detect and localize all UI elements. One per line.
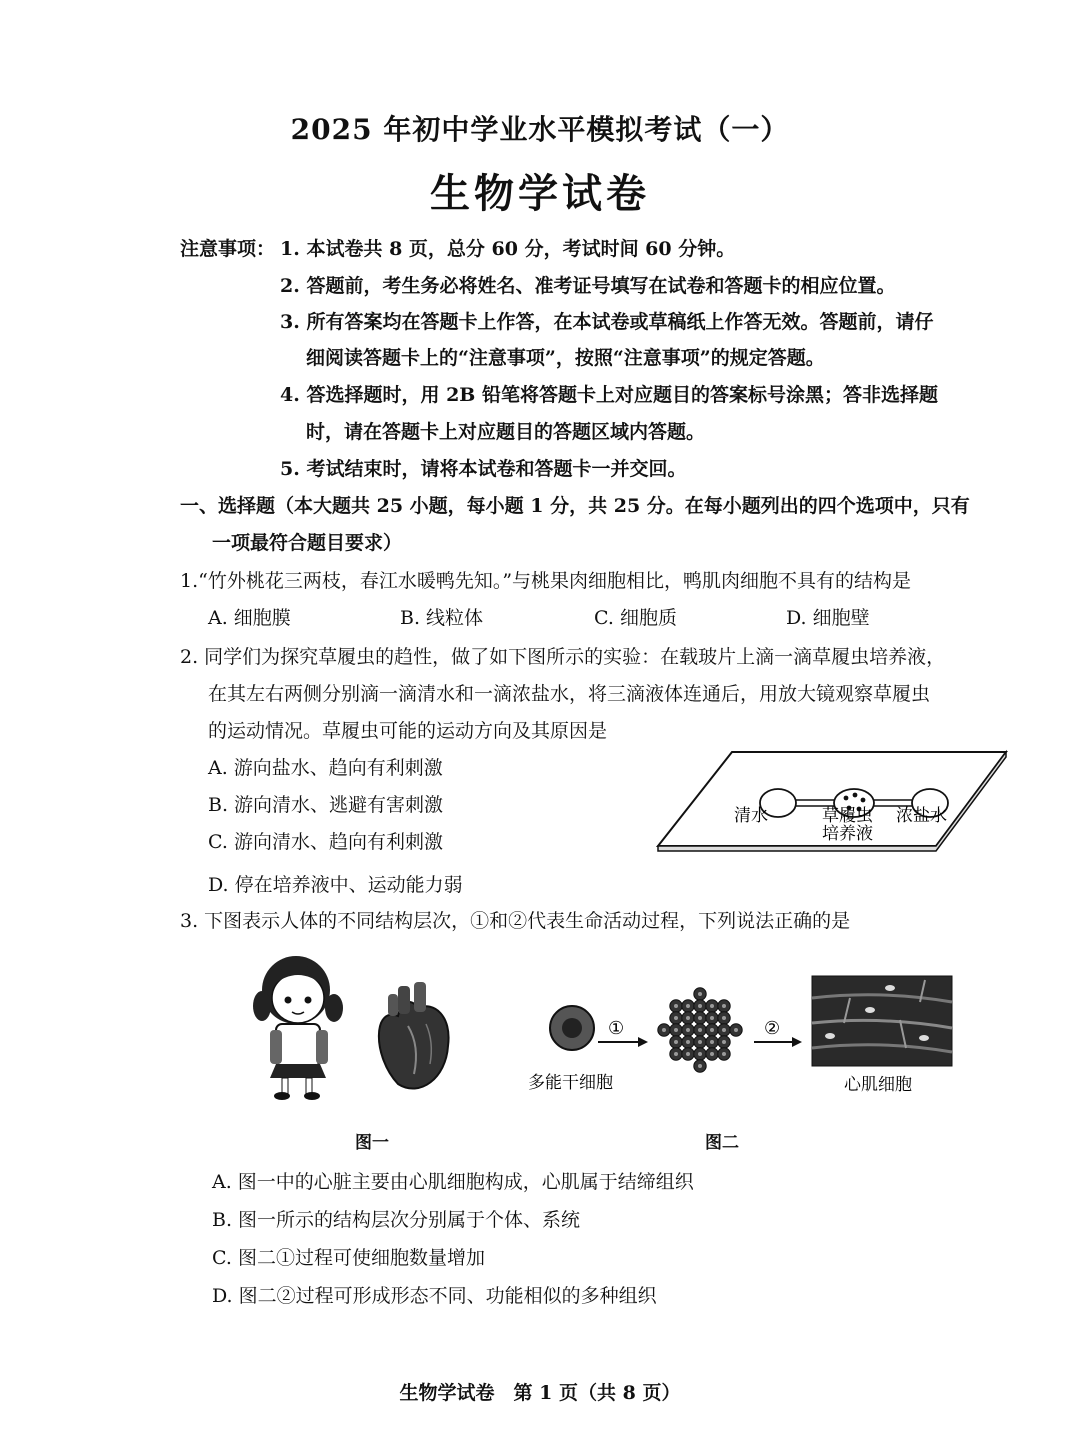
- cell-nucleus: [698, 1004, 702, 1008]
- stem-cell-illustration: [550, 1006, 594, 1050]
- stem-cell-label: 多能干细胞: [528, 1073, 613, 1093]
- cell-nucleus: [710, 1040, 714, 1044]
- option: A. 细胞膜: [208, 607, 291, 629]
- cell-nucleus: [686, 1052, 690, 1056]
- notice-item: 时，请在答题卡上对应题目的答题区域内答题。: [306, 421, 706, 443]
- option: C. 游向清水、趋向有利刺激: [208, 831, 443, 853]
- notice-item: 2. 答题前，考生务必将姓名、准考证号填写在试卷和答题卡的相应位置。: [280, 275, 896, 297]
- cell-nucleus: [698, 1016, 702, 1020]
- cell-nucleus: [722, 1004, 726, 1008]
- notice-item: 3. 所有答案均在答题卡上作答，在本试卷或草稿纸上作答无效。答题前，请仔: [280, 311, 934, 333]
- process-2-label: ②: [764, 1018, 781, 1039]
- cardiac-muscle-illustration: [812, 976, 952, 1066]
- notice-item: 1. 本试卷共 8 页，总分 60 分，考试时间 60 分钟。: [280, 238, 736, 260]
- option: D. 停在培养液中、运动能力弱: [208, 874, 463, 896]
- cell-nucleus: [674, 1052, 678, 1056]
- notice-item: 5. 考试结束时，请将本试卷和答题卡一并交回。: [280, 458, 687, 480]
- girl-illustration: [253, 956, 343, 1100]
- question-stem: 3. 下图表示人体的不同结构层次，①和②代表生命活动过程，下列说法正确的是: [180, 910, 851, 932]
- cell-nucleus: [734, 1028, 738, 1032]
- label-paramecium: 草履虫: [822, 806, 873, 826]
- cell-nucleus: [686, 1004, 690, 1008]
- cell-nucleus: [674, 1004, 678, 1008]
- cell-nucleus: [686, 1040, 690, 1044]
- cell-nucleus: [710, 1052, 714, 1056]
- cell-nucleus: [662, 1028, 666, 1032]
- exam-title: 2025 年初中学业水平模拟考试（一）: [290, 113, 790, 146]
- heart-illustration: [379, 982, 449, 1089]
- cell-nucleus: [674, 1028, 678, 1032]
- label-salt-water: 浓盐水: [896, 806, 947, 826]
- cell-nucleus: [722, 1016, 726, 1020]
- cell-nucleus: [698, 1028, 702, 1032]
- section-heading: 一、选择题（本大题共 25 小题，每小题 1 分，共 25 分。在每小题列出的四个选项中，只有: [180, 495, 970, 517]
- cell-nucleus: [698, 992, 702, 996]
- subject-title: 生物学试卷: [430, 170, 650, 217]
- figure-two: [520, 968, 960, 1098]
- cell-nucleus: [686, 1028, 690, 1032]
- figure-two-caption: 图二: [705, 1133, 739, 1153]
- cell-nucleus: [710, 1004, 714, 1008]
- option: B. 线粒体: [400, 607, 484, 629]
- cell-cluster-illustration: [658, 988, 742, 1072]
- process-1-label: ①: [608, 1018, 625, 1039]
- question-stem: 在其左右两侧分别滴一滴清水和一滴浓盐水，将三滴液体连通后，用放大镜观察草履虫: [208, 683, 931, 705]
- section-heading: 一项最符合题目要求）: [212, 532, 403, 554]
- figure-one-caption: 图一: [355, 1133, 389, 1153]
- option: D. 图二②过程可形成形态不同、功能相似的多种组织: [212, 1285, 657, 1307]
- question-stem: 2. 同学们为探究草履虫的趋性，做了如下图所示的实验：在载玻片上滴一滴草履虫培养液，: [180, 646, 946, 668]
- option: A. 游向盐水、趋向有利刺激: [208, 757, 443, 779]
- cell-nucleus: [710, 1016, 714, 1020]
- label-water: 清水: [734, 806, 768, 826]
- page-footer: 生物学试卷 第 1 页（共 8 页）: [399, 1382, 681, 1404]
- cell-nucleus: [722, 1052, 726, 1056]
- option: C. 图二①过程可使细胞数量增加: [212, 1247, 485, 1269]
- arrow-1: [638, 1037, 648, 1047]
- option: B. 游向清水、逃避有害刺激: [208, 794, 444, 816]
- cell-nucleus: [710, 1028, 714, 1032]
- slide-figure: [650, 748, 1010, 856]
- figure-one: [248, 946, 468, 1106]
- option: A. 图一中的心脏主要由心肌细胞构成，心肌属于结缔组织: [212, 1171, 694, 1193]
- option: C. 细胞质: [594, 607, 677, 629]
- notice-label: 注意事项：: [180, 238, 276, 260]
- cell-nucleus: [698, 1052, 702, 1056]
- label-culture: 培养液: [822, 824, 873, 844]
- notice-item: 细阅读答题卡上的“注意事项”，按照“注意事项”的规定答题。: [306, 347, 825, 369]
- question-stem: 的运动情况。草履虫可能的运动方向及其原因是: [208, 720, 608, 742]
- cell-nucleus: [674, 1016, 678, 1020]
- arrow-2: [792, 1037, 802, 1047]
- cell-nucleus: [686, 1016, 690, 1020]
- cell-nucleus: [674, 1040, 678, 1044]
- cell-nucleus: [722, 1040, 726, 1044]
- notice-item: 4. 答选择题时，用 2B 铅笔将答题卡上对应题目的答案标号涂黑；答非选择题: [280, 384, 938, 406]
- cell-nucleus: [698, 1064, 702, 1068]
- option: B. 图一所示的结构层次分别属于个体、系统: [212, 1209, 581, 1231]
- cardiac-cell-label: 心肌细胞: [844, 1075, 912, 1095]
- option: D. 细胞壁: [786, 607, 870, 629]
- question-stem: 1.“竹外桃花三两枝，春江水暖鸭先知。”与桃果肉细胞相比，鸭肌肉细胞不具有的结构是: [180, 570, 912, 592]
- cell-nucleus: [722, 1028, 726, 1032]
- cell-nucleus: [698, 1040, 702, 1044]
